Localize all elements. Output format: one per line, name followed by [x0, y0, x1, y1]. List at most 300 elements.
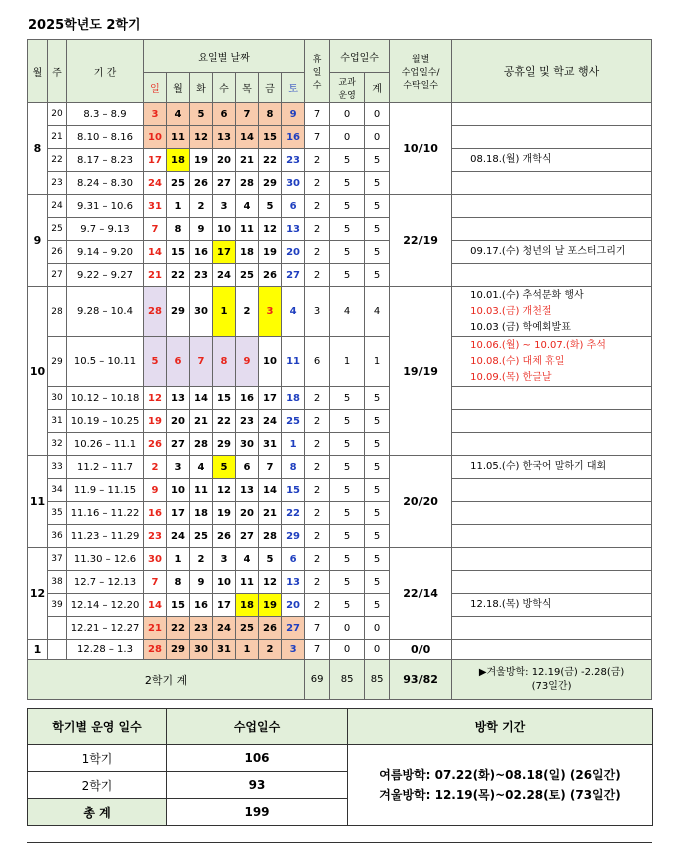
day-cell: 25: [167, 172, 190, 195]
week-period: 9.14 – 9.20: [67, 241, 144, 264]
day-cell: 20: [236, 502, 259, 525]
day-cell: 10: [167, 479, 190, 502]
monthly-days: 10/10: [390, 103, 452, 195]
week-number: 32: [48, 433, 67, 456]
day-cell: 13: [167, 387, 190, 410]
count-a: 5: [330, 479, 365, 502]
week-row: [28, 548, 652, 571]
event-item: 12.18.(목) 방학식: [470, 599, 552, 610]
day-cell: 23: [144, 525, 167, 548]
week-period: 11.16 – 11.22: [67, 502, 144, 525]
count-a: 5: [330, 525, 365, 548]
day-cell: 22: [259, 149, 282, 172]
day-cell: 17: [259, 387, 282, 410]
count-hol: 2: [305, 387, 330, 410]
day-cell: 6: [236, 456, 259, 479]
event-cell: [452, 218, 652, 241]
day-cell: 1: [167, 195, 190, 218]
count-a: 5: [330, 241, 365, 264]
event-item: 10.06.(월) ~ 10.07.(화) 추석: [470, 339, 606, 351]
day-cell: 17: [213, 241, 236, 264]
day-cell: 3: [213, 548, 236, 571]
day-cell: 21: [259, 502, 282, 525]
week-number: 38: [48, 571, 67, 594]
day-cell: 6: [282, 548, 305, 571]
count-hol: 2: [305, 502, 330, 525]
count-b: 5: [365, 571, 390, 594]
total-monthly: 93/82: [390, 660, 452, 700]
day-cell: 6: [213, 103, 236, 126]
day-cell: 19: [259, 241, 282, 264]
event-item: 10.03 (금) 학예회발표: [470, 321, 571, 333]
calendar-table: [27, 39, 652, 700]
event-cell: [452, 337, 652, 387]
count-b: 0: [365, 617, 390, 640]
week-row: [28, 126, 652, 149]
week-number: 24: [48, 195, 67, 218]
monthly-days: 22/19: [390, 195, 452, 287]
count-hol: 7: [305, 126, 330, 149]
count-a: 5: [330, 433, 365, 456]
day-cell: 3: [259, 287, 282, 337]
day-cell: 6: [167, 337, 190, 387]
count-b: 5: [365, 502, 390, 525]
day-cell: 26: [190, 172, 213, 195]
count-hol: 7: [305, 640, 330, 660]
week-row: [28, 287, 652, 337]
monthly-days: 0/0: [390, 640, 452, 660]
day-cell: 24: [167, 525, 190, 548]
week-number: 27: [48, 264, 67, 287]
week-period: 10.5 – 10.11: [67, 337, 144, 387]
day-cell: 11: [236, 571, 259, 594]
day-cell: 28: [190, 433, 213, 456]
week-number: [48, 617, 67, 640]
day-cell: 7: [259, 456, 282, 479]
week-number: 26: [48, 241, 67, 264]
week-number: 22: [48, 149, 67, 172]
count-hol: 2: [305, 149, 330, 172]
day-cell: 11: [236, 218, 259, 241]
day-cell: 13: [236, 479, 259, 502]
day-cell: 14: [190, 387, 213, 410]
event-cell: [452, 172, 652, 195]
count-hol: 2: [305, 218, 330, 241]
event-cell: [452, 456, 652, 479]
week-period: 10.26 – 11.1: [67, 433, 144, 456]
count-a: 5: [330, 195, 365, 218]
week-row: [28, 337, 652, 387]
day-cell: 1: [167, 548, 190, 571]
day-cell: 2: [259, 640, 282, 660]
month-cell: 11: [28, 456, 48, 548]
week-row: [28, 195, 652, 218]
total-label: 2학기 계: [28, 660, 305, 700]
count-a: 5: [330, 264, 365, 287]
week-number: 36: [48, 525, 67, 548]
day-cell: 8: [259, 103, 282, 126]
count-a: 5: [330, 387, 365, 410]
event-item: 11.05.(수) 한국어 말하기 대회: [470, 461, 607, 472]
day-cell: 4: [236, 195, 259, 218]
winter-vacation: 겨울방학: 12.19(목)~02.28(토) (73일간): [379, 788, 621, 802]
day-cell: 15: [167, 241, 190, 264]
day-cell: 11: [167, 126, 190, 149]
monthly-header: 월별 수업일수/ 수탁일수: [390, 40, 452, 103]
count-b: 5: [365, 594, 390, 617]
day-cell: 18: [282, 387, 305, 410]
summary-row-label: 1학기: [28, 745, 167, 772]
week-row: [28, 218, 652, 241]
event-cell: [452, 479, 652, 502]
day-cell: 27: [213, 172, 236, 195]
week-period: 11.9 – 11.15: [67, 479, 144, 502]
day-header-sat: 토: [282, 73, 305, 103]
day-cell: 16: [144, 502, 167, 525]
day-cell: 30: [144, 548, 167, 571]
week-row: [28, 502, 652, 525]
week-period: 8.10 – 8.16: [67, 126, 144, 149]
week-row: [28, 525, 652, 548]
event-cell: [452, 617, 652, 640]
count-hol: 7: [305, 617, 330, 640]
day-cell: 14: [144, 241, 167, 264]
day-cell: 3: [144, 103, 167, 126]
day-cell: 24: [259, 410, 282, 433]
summary-row-value: 93: [167, 772, 348, 799]
events-header: 공휴일 및 학교 행사: [452, 40, 652, 103]
day-cell: 12: [213, 479, 236, 502]
week-period: 11.2 – 11.7: [67, 456, 144, 479]
class-sub-header-b: 계: [365, 73, 390, 103]
day-cell: 5: [144, 337, 167, 387]
count-b: 0: [365, 103, 390, 126]
count-b: 5: [365, 172, 390, 195]
day-cell: 9: [190, 218, 213, 241]
count-b: 5: [365, 456, 390, 479]
day-cell: 2: [236, 287, 259, 337]
day-cell: 23: [190, 264, 213, 287]
day-cell: 20: [167, 410, 190, 433]
count-a: 5: [330, 456, 365, 479]
week-number: 29: [48, 337, 67, 387]
week-row: [28, 410, 652, 433]
day-cell: 8: [167, 571, 190, 594]
day-cell: 10: [144, 126, 167, 149]
count-hol: 2: [305, 456, 330, 479]
week-number: 31: [48, 410, 67, 433]
day-cell: 30: [190, 287, 213, 337]
count-hol: 2: [305, 571, 330, 594]
day-cell: 19: [259, 594, 282, 617]
event-cell: [452, 241, 652, 264]
day-cell: 22: [167, 617, 190, 640]
day-cell: 5: [259, 548, 282, 571]
week-number: 37: [48, 548, 67, 571]
day-cell: 16: [282, 126, 305, 149]
week-number: 33: [48, 456, 67, 479]
summary-total-value: 199: [167, 799, 348, 826]
week-period: 9.28 – 10.4: [67, 287, 144, 337]
day-cell: 28: [144, 287, 167, 337]
day-cell: 17: [144, 149, 167, 172]
day-cell: 11: [282, 337, 305, 387]
winter-note-days: (73일간): [531, 680, 572, 692]
count-a: 5: [330, 548, 365, 571]
day-cell: 10: [259, 337, 282, 387]
day-cell: 25: [236, 617, 259, 640]
day-cell: 20: [282, 241, 305, 264]
day-header-sun: 일: [144, 73, 167, 103]
day-cell: 12: [259, 218, 282, 241]
count-a: 5: [330, 172, 365, 195]
day-cell: 26: [259, 617, 282, 640]
day-cell: 31: [213, 640, 236, 660]
day-cell: 14: [259, 479, 282, 502]
week-row: [28, 479, 652, 502]
count-b: 5: [365, 433, 390, 456]
count-hol: 2: [305, 264, 330, 287]
day-cell: 21: [236, 149, 259, 172]
day-cell: 9: [236, 337, 259, 387]
event-item: 10.01.(수) 추석문화 행사: [470, 289, 584, 301]
event-cell: [452, 525, 652, 548]
day-cell: 21: [144, 617, 167, 640]
count-a: 0: [330, 126, 365, 149]
week-row: [28, 241, 652, 264]
day-cell: 22: [213, 410, 236, 433]
day-cell: 16: [236, 387, 259, 410]
count-a: 0: [330, 617, 365, 640]
day-cell: 2: [144, 456, 167, 479]
week-number: 23: [48, 172, 67, 195]
day-cell: 10: [213, 218, 236, 241]
week-period: 9.31 – 10.6: [67, 195, 144, 218]
monthly-days: 22/14: [390, 548, 452, 640]
count-hol: 2: [305, 172, 330, 195]
month-cell: 1: [28, 640, 48, 660]
day-cell: 19: [190, 149, 213, 172]
week-period: 8.3 – 8.9: [67, 103, 144, 126]
day-cell: 15: [259, 126, 282, 149]
count-a: 0: [330, 640, 365, 660]
event-item: 10.08.(수) 대체 휴일: [470, 355, 565, 367]
count-b: 5: [365, 410, 390, 433]
week-row: [28, 264, 652, 287]
week-number: [48, 640, 67, 660]
week-number: 25: [48, 218, 67, 241]
event-cell: [452, 103, 652, 126]
week-period: 10.12 – 10.18: [67, 387, 144, 410]
day-cell: 25: [190, 525, 213, 548]
count-b: 5: [365, 218, 390, 241]
count-hol: 2: [305, 525, 330, 548]
day-cell: 11: [190, 479, 213, 502]
total-b: 85: [365, 660, 390, 700]
day-cell: 20: [213, 149, 236, 172]
class-days-header: 수업일수: [330, 40, 390, 73]
summary-vacation-header: 방학 기간: [348, 709, 653, 745]
event-cell: [452, 387, 652, 410]
day-cell: 6: [282, 195, 305, 218]
day-cell: 7: [236, 103, 259, 126]
monthly-days: 19/19: [390, 287, 452, 456]
day-cell: 29: [213, 433, 236, 456]
summary-row-value: 106: [167, 745, 348, 772]
day-cell: 17: [167, 502, 190, 525]
week-row: [28, 387, 652, 410]
week-row: [28, 594, 652, 617]
day-header-mon: 월: [167, 73, 190, 103]
count-hol: 2: [305, 195, 330, 218]
calendar-body: [28, 103, 652, 660]
day-cell: 18: [167, 149, 190, 172]
vacation-periods: [348, 745, 653, 826]
day-cell: 28: [259, 525, 282, 548]
event-cell: [452, 571, 652, 594]
count-hol: 2: [305, 433, 330, 456]
winter-note: [452, 660, 652, 700]
week-row: [28, 172, 652, 195]
day-cell: 4: [190, 456, 213, 479]
day-cell: 14: [144, 594, 167, 617]
count-b: 5: [365, 241, 390, 264]
day-cell: 21: [190, 410, 213, 433]
week-row: [28, 149, 652, 172]
event-item: 08.18.(월) 개학식: [470, 154, 552, 165]
day-cell: 7: [190, 337, 213, 387]
day-cell: 4: [236, 548, 259, 571]
day-cell: 9: [144, 479, 167, 502]
week-row: [28, 456, 652, 479]
event-cell: [452, 433, 652, 456]
day-cell: 28: [236, 172, 259, 195]
count-a: 5: [330, 410, 365, 433]
event-cell: [452, 594, 652, 617]
count-hol: 2: [305, 241, 330, 264]
count-b: 5: [365, 149, 390, 172]
day-cell: 27: [167, 433, 190, 456]
event-cell: [452, 640, 652, 660]
bottom-rule: [27, 842, 652, 843]
day-cell: 15: [213, 387, 236, 410]
day-cell: 9: [282, 103, 305, 126]
day-cell: 16: [190, 241, 213, 264]
day-cell: 12: [190, 126, 213, 149]
count-hol: 2: [305, 548, 330, 571]
summary-semester-header: 학기별 운영 일수: [28, 709, 167, 745]
count-b: 5: [365, 387, 390, 410]
week-row: [28, 640, 652, 660]
class-sub-header-a: 교과 운영: [330, 73, 365, 103]
count-hol: 7: [305, 103, 330, 126]
count-a: 5: [330, 594, 365, 617]
day-cell: 27: [282, 264, 305, 287]
count-b: 0: [365, 640, 390, 660]
week-number: 30: [48, 387, 67, 410]
day-cell: 24: [213, 617, 236, 640]
period-header: 기 간: [67, 40, 144, 103]
day-cell: 4: [282, 287, 305, 337]
day-cell: 29: [259, 172, 282, 195]
month-cell: 12: [28, 548, 48, 640]
week-period: 8.17 – 8.23: [67, 149, 144, 172]
event-item: 10.09.(목) 한글날: [470, 371, 552, 383]
day-cell: 5: [190, 103, 213, 126]
count-a: 5: [330, 571, 365, 594]
week-number: 35: [48, 502, 67, 525]
dates-header: 요일별 날짜: [144, 40, 305, 73]
day-cell: 10: [213, 571, 236, 594]
day-cell: 24: [213, 264, 236, 287]
day-cell: 18: [190, 502, 213, 525]
day-cell: 8: [167, 218, 190, 241]
week-row: [28, 617, 652, 640]
day-cell: 1: [213, 287, 236, 337]
day-cell: 23: [282, 149, 305, 172]
day-header-tue: 화: [190, 73, 213, 103]
event-cell: [452, 548, 652, 571]
count-b: 5: [365, 195, 390, 218]
day-cell: 3: [213, 195, 236, 218]
summer-vacation: 여름방학: 07.22(화)~08.18(일) (26일간): [379, 768, 621, 782]
day-cell: 30: [190, 640, 213, 660]
count-hol: 2: [305, 479, 330, 502]
day-cell: 30: [282, 172, 305, 195]
day-cell: 18: [236, 594, 259, 617]
day-cell: 9: [190, 571, 213, 594]
count-b: 1: [365, 337, 390, 387]
day-cell: 29: [167, 640, 190, 660]
day-cell: 27: [236, 525, 259, 548]
count-a: 5: [330, 149, 365, 172]
day-cell: 2: [190, 548, 213, 571]
summary-table: [27, 708, 653, 826]
day-cell: 19: [144, 410, 167, 433]
day-cell: 19: [213, 502, 236, 525]
holiday-header: 휴 일 수: [305, 40, 330, 103]
event-cell: [452, 126, 652, 149]
week-row: [28, 433, 652, 456]
day-cell: 7: [144, 218, 167, 241]
count-b: 0: [365, 126, 390, 149]
day-cell: 26: [259, 264, 282, 287]
count-b: 4: [365, 287, 390, 337]
count-hol: 3: [305, 287, 330, 337]
day-cell: 29: [167, 287, 190, 337]
day-cell: 18: [236, 241, 259, 264]
day-cell: 23: [190, 617, 213, 640]
week-row: [28, 571, 652, 594]
page-title: 2025학년도 2학기: [28, 18, 141, 33]
day-cell: 8: [282, 456, 305, 479]
day-cell: 13: [282, 571, 305, 594]
week-period: 12.21 – 12.27: [67, 617, 144, 640]
day-cell: 21: [144, 264, 167, 287]
month-header: 월: [28, 40, 48, 103]
event-cell: [452, 502, 652, 525]
day-cell: 13: [213, 126, 236, 149]
count-a: 4: [330, 287, 365, 337]
count-b: 5: [365, 479, 390, 502]
summary-total-label: 총 계: [28, 799, 167, 826]
week-period: 8.24 – 8.30: [67, 172, 144, 195]
week-period: 12.14 – 12.20: [67, 594, 144, 617]
week-number: 28: [48, 287, 67, 337]
event-cell: [452, 264, 652, 287]
count-a: 5: [330, 502, 365, 525]
week-period: 11.30 – 12.6: [67, 548, 144, 571]
